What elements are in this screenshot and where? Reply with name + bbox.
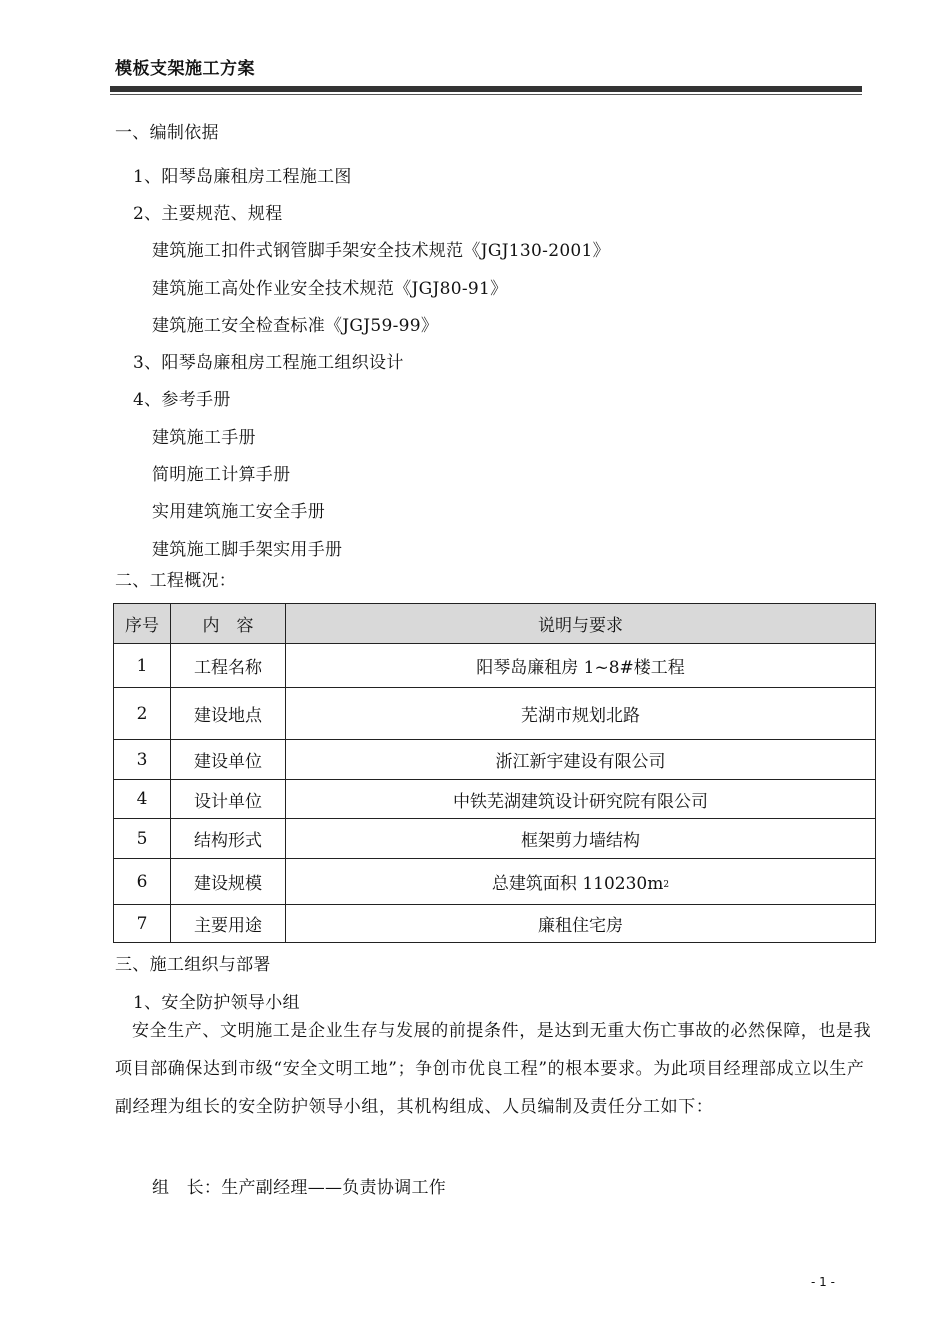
list-item: 4、参考手册 [133, 390, 231, 410]
cell-no: 5 [114, 819, 171, 859]
unit-superscript: 2 [663, 880, 670, 890]
reference-item: 建筑施工手册 [152, 428, 256, 448]
table-header-row [114, 604, 876, 644]
cell-no: 4 [114, 780, 171, 819]
cell-item: 建设地点 [171, 688, 286, 740]
reference-item: 建筑施工脚手架实用手册 [152, 540, 343, 560]
column-header: 序号 [114, 604, 171, 644]
spec-item: 建筑施工安全检查标准《JGJ59-99》 [152, 316, 439, 336]
page-header-title: 模板支架施工方案 [115, 59, 255, 79]
cell-item: 结构形式 [171, 819, 286, 859]
table-row [114, 819, 876, 859]
cell-no: 6 [114, 859, 171, 905]
section-3-heading: 三、施工组织与部署 [115, 955, 271, 975]
cell-item: 设计单位 [171, 780, 286, 819]
cell-item: 工程名称 [171, 644, 286, 688]
list-item: 1、安全防护领导小组 [133, 993, 300, 1013]
table-row [114, 644, 876, 688]
list-item: 2、主要规范、规程 [133, 204, 283, 224]
reference-item: 简明施工计算手册 [152, 465, 291, 485]
cell-no: 1 [114, 644, 171, 688]
cell-desc: 浙江新宇建设有限公司 [286, 740, 876, 780]
section-2-heading: 二、工程概况： [115, 571, 237, 591]
cell-desc: 中铁芜湖建筑设计研究院有限公司 [286, 780, 876, 819]
list-item: 1、阳琴岛廉租房工程施工图 [133, 167, 352, 187]
cell-item: 主要用途 [171, 905, 286, 943]
list-item: 3、阳琴岛廉租房工程施工组织设计 [133, 353, 404, 373]
table-row [114, 740, 876, 780]
column-header: 内 容 [171, 604, 286, 644]
cell-desc: 廉租住宅房 [286, 905, 876, 943]
cell-no: 7 [114, 905, 171, 943]
header-rule [110, 86, 862, 92]
cell-desc [286, 859, 876, 905]
cell-item: 建设单位 [171, 740, 286, 780]
section-1-heading: 一、编制依据 [115, 123, 219, 143]
column-header: 说明与要求 [286, 604, 876, 644]
table-row [114, 905, 876, 943]
spec-item: 建筑施工高处作业安全技术规范《JGJ80-91》 [152, 279, 508, 299]
reference-item: 实用建筑施工安全手册 [152, 502, 325, 522]
cell-desc-text: 总建筑面积 110230m [491, 874, 664, 894]
cell-desc: 阳琴岛廉租房 1~8#楼工程 [286, 644, 876, 688]
cell-desc: 芜湖市规划北路 [286, 688, 876, 740]
project-overview-table [113, 603, 876, 943]
page-number: - 1 - [811, 1275, 835, 1289]
cell-item: 建设规模 [171, 859, 286, 905]
cell-no: 2 [114, 688, 171, 740]
body-paragraph: 安全生产、文明施工是企业生存与发展的前提条件，是达到无重大伤亡事故的必然保障，也是我项目部确保达到市级“安全文明工地”；争创市优良工程”的根本要求。为此项目经理部成立以生产副经理为组长的安全防护领导小组，其机构组成、人员编制及责任分工如下： [115, 1021, 872, 1117]
table-row [114, 780, 876, 819]
leader-line: 组 长：生产副经理——负责协调工作 [152, 1178, 447, 1198]
table-row [114, 859, 876, 905]
spec-item: 建筑施工扣件式钢管脚手架安全技术规范《JGJ130-2001》 [152, 241, 610, 261]
cell-no: 3 [114, 740, 171, 780]
cell-desc: 框架剪力墙结构 [286, 819, 876, 859]
table-row [114, 688, 876, 740]
